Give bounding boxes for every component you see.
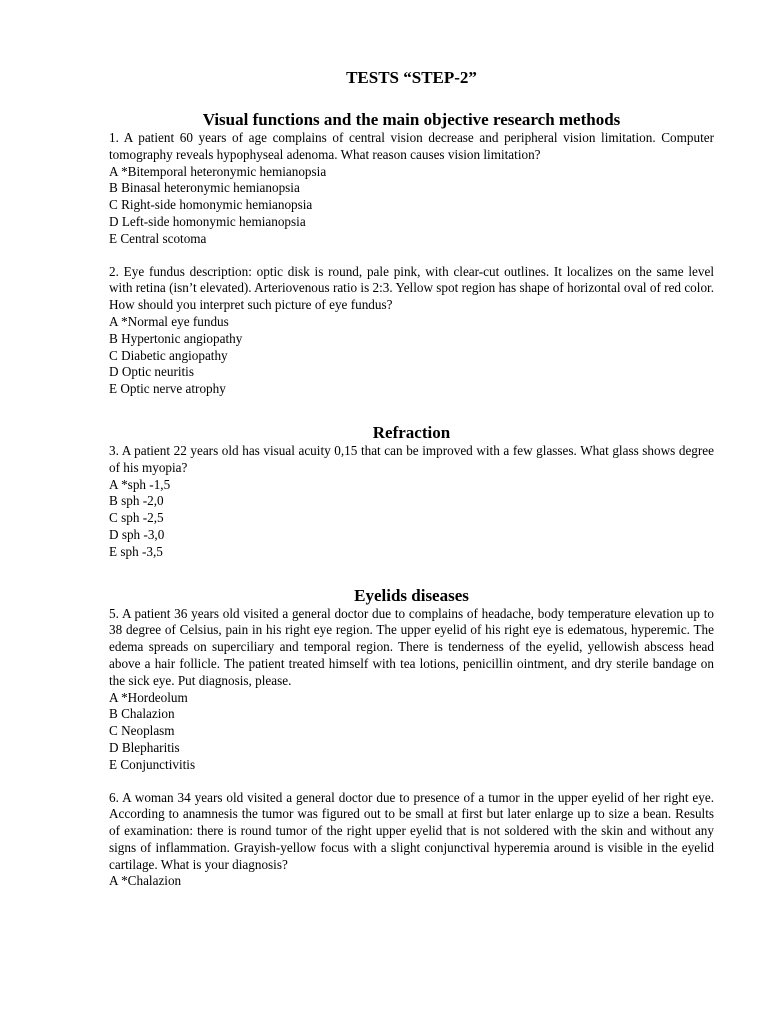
section-visual-functions xyxy=(109,110,714,398)
answer-options xyxy=(109,164,714,248)
answer-option: A *Bitemporal heteronymic hemianopsia xyxy=(109,163,327,179)
answer-option: B sph -2,0 xyxy=(109,493,164,509)
section-eyelids-diseases xyxy=(109,586,714,891)
document-title: TESTS “STEP-2” xyxy=(346,68,477,87)
answer-option: E Central scotoma xyxy=(109,230,207,246)
section-title: Refraction xyxy=(372,422,451,442)
answer-option: A *Normal eye fundus xyxy=(109,313,229,329)
answer-options xyxy=(109,873,714,890)
answer-options xyxy=(109,690,714,774)
answer-options xyxy=(109,477,714,561)
answer-option: A *Chalazion xyxy=(109,873,182,889)
question-1 xyxy=(109,130,714,248)
question-text: 5. A patient 36 years old visited a general doctor due to complains of headache, body temperature elevation up to 38 degree of Celsius, pain in his right eye region. The upper eyelid of his right eye is edematous, hyperemic. The edema spreads on superciliary and temporal region. There is tenderness of the eyelid, yellowish abscess head above a hair follicle. The patient treated himself with tea lotions, penicillin ointment, and dry sterile bandage on the sick eye. Put diagnosis, please. xyxy=(109,605,714,688)
answer-option: B Chalazion xyxy=(109,706,175,722)
question-text: 6. A woman 34 years old visited a general doctor due to presence of a tumor in the upper eyelid of her right eye. According to anamnesis the tumor was figured out to be small at first but later enlarge up to size a bean. Results of examination: there is round tumor of the right upper eyelid that is not soldered with the skin and without any signs of inflammation. Grayish-yellow focus with a slight conjunctival hyperemia around is visible in the eyelid cartilage. What is your diagnosis? xyxy=(109,789,714,872)
question-5 xyxy=(109,606,714,774)
section-title: Eyelids diseases xyxy=(354,585,469,605)
answer-option: C Right-side homonymic hemianopsia xyxy=(109,197,313,213)
question-text: 1. A patient 60 years of age complains of central vision decrease and peripheral vision limitation. Computer tomography reveals hypophyseal adenoma. What reason causes vision limitation? xyxy=(109,130,714,162)
answer-option: D sph -3,0 xyxy=(109,526,165,542)
answer-option: C Neoplasm xyxy=(109,723,175,739)
document-page xyxy=(109,68,714,890)
answer-option: E Optic nerve atrophy xyxy=(109,381,226,397)
answer-option: E Conjunctivitis xyxy=(109,756,196,772)
section-title: Visual functions and the main objective research methods xyxy=(202,110,621,129)
answer-options xyxy=(109,314,714,398)
answer-option: D Optic neuritis xyxy=(109,364,194,380)
answer-option: C Diabetic angiopathy xyxy=(109,347,228,363)
question-6 xyxy=(109,790,714,891)
answer-option: A *sph -1,5 xyxy=(109,476,171,492)
question-2 xyxy=(109,264,714,398)
answer-option: A *Hordeolum xyxy=(109,689,188,705)
question-3 xyxy=(109,443,714,561)
answer-option: E sph -3,5 xyxy=(109,543,163,559)
question-text: 2. Eye fundus description: optic disk is round, pale pink, with clear-cut outlines. It localizes on the same level with retina (isn’t elevated). Arteriovenous ratio is 2:3. Yellow spot region has shape of horizontal oval of red color. How should you interpret such picture of eye fundus? xyxy=(109,263,714,313)
answer-option: B Hypertonic angiopathy xyxy=(109,330,243,346)
answer-option: D Blepharitis xyxy=(109,739,180,755)
answer-option: B Binasal heteronymic hemianopsia xyxy=(109,180,300,196)
section-refraction xyxy=(109,423,714,561)
answer-option: D Left-side homonymic hemianopsia xyxy=(109,213,306,229)
answer-option: C sph -2,5 xyxy=(109,510,164,526)
question-text: 3. A patient 22 years old has visual acuity 0,15 that can be improved with a few glasses. What glass shows degree of his myopia? xyxy=(109,442,714,475)
